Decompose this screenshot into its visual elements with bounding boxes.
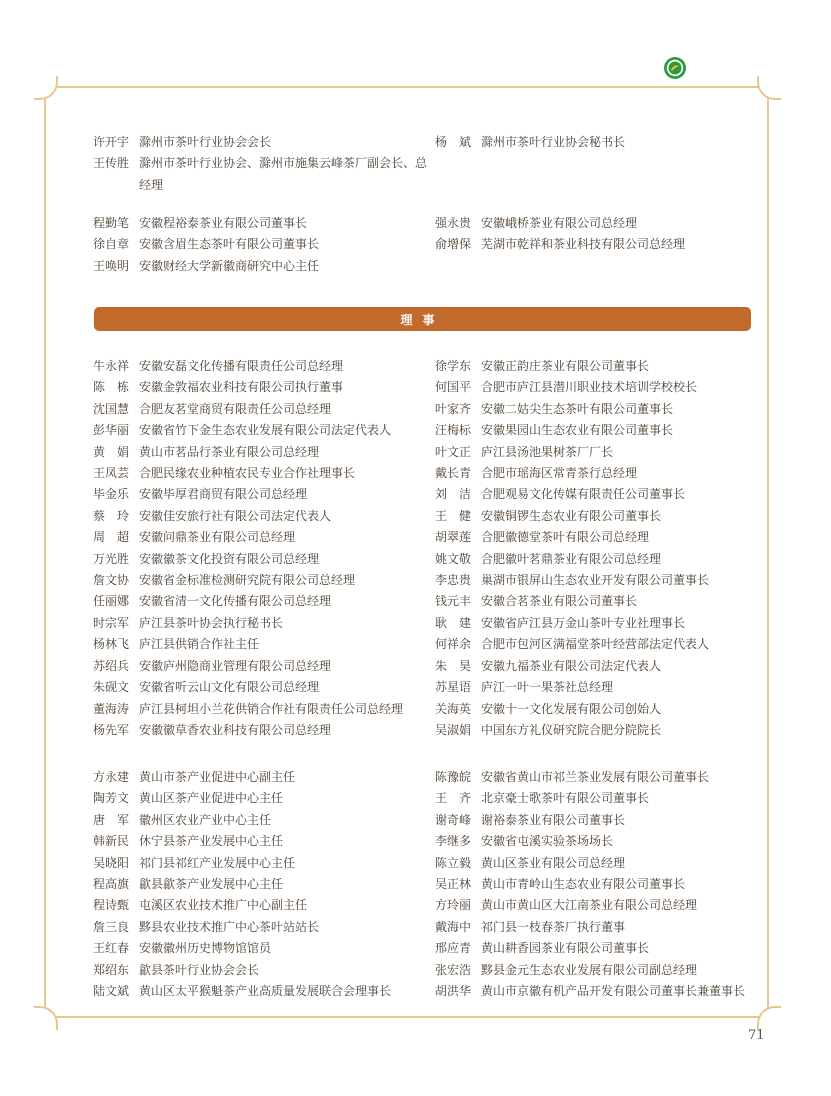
member-name: 黄 娟 (93, 444, 130, 459)
list-item (93, 591, 428, 612)
member-title: 安徽佳安旅行社有限公司法定代表人 (139, 508, 332, 523)
member-name: 吴正林 (435, 877, 472, 892)
huangshan-left-list (93, 767, 428, 1002)
list-item (93, 377, 428, 398)
member-name: 杨 斌 (435, 135, 472, 149)
member-name: 苏星语 (435, 680, 472, 695)
member-name: 叶家齐 (435, 401, 472, 416)
member-name: 彭华丽 (93, 423, 130, 438)
list-item (93, 981, 428, 1002)
member-name: 邢应青 (435, 941, 472, 956)
member-name: 叶文正 (435, 444, 472, 459)
list-item (93, 132, 428, 153)
member-name: 谢奇峰 (435, 812, 472, 827)
member-title: 安徽徽州历史博物馆馆员 (139, 941, 272, 956)
list-item (93, 656, 428, 677)
member-title: 祁门县一枝春茶厂执行董事 (481, 919, 626, 934)
list-item (435, 634, 760, 655)
list-item (435, 506, 760, 527)
member-title: 黄山区太平猴魁茶产业高质量发展联合会理事长 (139, 984, 392, 999)
member-name: 周 超 (93, 530, 130, 545)
list-item (435, 917, 760, 938)
mid-right-list (435, 213, 760, 256)
member-title: 安徽庐州隐商业管理有限公司总经理 (139, 658, 332, 673)
list-item (435, 527, 760, 548)
member-title: 安徽省清一文化传播有限公司总经理 (139, 594, 332, 609)
member-name: 唐 军 (93, 812, 130, 827)
page-number: 71 (748, 1028, 765, 1043)
member-name: 万光胜 (93, 551, 130, 566)
member-title: 安徽正韵庄茶业有限公司董事长 (481, 359, 650, 373)
list-item (93, 420, 428, 441)
member-name: 李继多 (435, 834, 472, 849)
member-name: 强永贵 (435, 216, 472, 230)
member-title: 黄山区茶业有限公司总经理 (481, 855, 626, 870)
member-name: 苏绍兵 (93, 658, 130, 673)
member-title: 黄山区茶产业促进中心主任 (139, 791, 284, 806)
member-title: 庐江一叶一果茶社总经理 (481, 680, 614, 695)
member-name: 詹三良 (93, 919, 130, 934)
member-name: 牛永祥 (93, 359, 130, 373)
member-title: 安徽峨桥茶业有限公司总经理 (481, 216, 638, 230)
member-title: 安徽毕厚君商贸有限公司总经理 (139, 487, 308, 502)
member-name: 朱 昊 (435, 658, 472, 673)
member-title: 安徽含眉生态茶叶有限公司董事长 (139, 237, 320, 252)
member-name: 王 齐 (435, 791, 472, 806)
member-title: 北京豪士歌茶叶有限公司董事长 (481, 791, 650, 806)
member-title: 庐江县茶叶协会执行秘书长 (139, 615, 284, 630)
member-title: 安徽省听云山文化有限公司总经理 (139, 680, 320, 695)
member-name: 陈 栋 (93, 380, 130, 395)
member-title: 屯溪区农业技术推广中心副主任 (139, 898, 308, 913)
list-item (435, 549, 760, 570)
list-item (93, 234, 428, 255)
member-title: 滁州市茶叶行业协会会长 (139, 135, 272, 149)
member-title: 庐江县供销合作社主任 (139, 637, 260, 652)
member-name: 关海英 (435, 701, 472, 716)
list-item (435, 213, 760, 234)
member-title: 安徽十一文化发展有限公司创始人 (481, 701, 662, 716)
list-item (93, 720, 428, 741)
member-title: 黟县农业技术推广中心茶叶站站长 (139, 919, 320, 934)
member-title: 黟县金元生态农业发展有限公司副总经理 (481, 962, 698, 977)
list-item (93, 484, 428, 505)
member-title: 黄山市京徽有机产品开发有限公司董事长兼董事长 (481, 984, 746, 999)
member-name: 吴淑娟 (435, 722, 472, 737)
list-item (93, 677, 428, 698)
member-name: 戴长青 (435, 466, 472, 481)
list-item (93, 895, 428, 916)
member-name: 方永建 (93, 770, 130, 784)
member-title: 安徽安磊文化传播有限责任公司总经理 (139, 359, 344, 373)
member-name: 刘 洁 (435, 487, 472, 502)
top-right-list (435, 132, 760, 153)
member-name: 徐学东 (435, 359, 472, 373)
list-item (93, 527, 428, 548)
member-title: 安徽财经大学新徽商研究中心主任 (139, 258, 320, 273)
member-name: 陆文斌 (93, 984, 130, 999)
member-name: 胡翠莲 (435, 530, 472, 545)
member-title: 合肥市庐江县潜川职业技术培训学校校长 (481, 380, 698, 395)
member-name: 张宏浩 (435, 962, 472, 977)
member-title: 合肥观易文化传媒有限责任公司董事长 (481, 487, 686, 502)
list-item (93, 570, 428, 591)
list-item (435, 442, 760, 463)
member-title: 黄山市茶产业促进中心副主任 (139, 770, 296, 784)
list-item (435, 720, 760, 741)
member-name: 蔡 玲 (93, 508, 130, 523)
list-item (435, 570, 760, 591)
member-name: 郑绍东 (93, 962, 130, 977)
member-title: 安徽徽草香农业科技有限公司总经理 (139, 722, 332, 737)
list-item (93, 153, 428, 196)
member-title: 安徽徽茶文化投资有限公司总经理 (139, 551, 320, 566)
list-item (435, 960, 760, 981)
list-item (435, 591, 760, 612)
member-title: 安徽金敦福农业科技有限公司执行董事 (139, 380, 344, 395)
list-item (435, 810, 760, 831)
member-name: 韩新民 (93, 834, 130, 849)
member-title: 安徽九福茶业有限公司法定代表人 (481, 658, 662, 673)
member-name: 姚文敬 (435, 551, 472, 566)
member-name: 程诗甄 (93, 898, 130, 913)
top-left-list (93, 132, 428, 196)
list-item (435, 895, 760, 916)
huangshan-right-list (435, 767, 760, 1002)
member-name: 王 健 (435, 508, 472, 523)
list-item (93, 463, 428, 484)
list-item (435, 132, 760, 153)
list-item (93, 634, 428, 655)
list-item (435, 788, 760, 809)
list-item (93, 767, 428, 788)
list-item (93, 831, 428, 852)
list-item (435, 613, 760, 634)
list-item (435, 234, 760, 255)
member-title: 黄山市茗品行茶业有限公司总经理 (139, 444, 320, 459)
member-title: 安徽省竹下金生态农业发展有限公司法定代表人 (139, 423, 392, 438)
member-title: 安徽省金标准检测研究院有限公司总经理 (139, 573, 356, 588)
member-name: 耿 建 (435, 615, 472, 630)
member-name: 陈豫皖 (435, 770, 472, 784)
member-name: 王红春 (93, 941, 130, 956)
member-name: 毕金乐 (93, 487, 130, 502)
member-name: 戴海中 (435, 919, 472, 934)
member-title: 歙县歙茶产业发展中心主任 (139, 877, 284, 892)
member-name: 陈立毅 (435, 855, 472, 870)
list-item (93, 213, 428, 234)
list-item (93, 853, 428, 874)
member-title: 黄山市青岭山生态农业有限公司董事长 (481, 877, 686, 892)
list-item (435, 831, 760, 852)
member-name: 任丽娜 (93, 594, 130, 609)
mid-left-list (93, 213, 428, 277)
member-title: 滁州市茶叶行业协会秘书长 (481, 135, 626, 149)
member-name: 杨林飞 (93, 637, 130, 652)
member-title: 安徽二姑尖生态茶叶有限公司董事长 (481, 401, 674, 416)
section-banner-directors (94, 307, 751, 331)
member-name: 钱元丰 (435, 594, 472, 609)
member-title: 徽州区农业产业中心主任 (139, 812, 272, 827)
member-title: 合肥市包河区满福堂茶叶经营部法定代表人 (481, 637, 710, 652)
member-name: 李忠贵 (435, 573, 472, 588)
list-item (93, 810, 428, 831)
member-name: 汪梅标 (435, 423, 472, 438)
member-title: 中国东方礼仪研究院合肥分院院长 (481, 722, 662, 737)
member-name: 吴晓阳 (93, 855, 130, 870)
member-title: 安徽问鼎茶业有限公司总经理 (139, 530, 296, 545)
member-name: 沈国慧 (93, 401, 130, 416)
list-item (435, 656, 760, 677)
member-name: 程勤笔 (93, 216, 130, 230)
list-item (93, 874, 428, 895)
member-name: 何国平 (435, 380, 472, 395)
list-item (93, 960, 428, 981)
list-item (435, 874, 760, 895)
list-item (435, 484, 760, 505)
member-title: 歙县茶叶行业协会会长 (139, 962, 260, 977)
member-name: 胡洪华 (435, 984, 472, 999)
list-item (93, 549, 428, 570)
member-title: 安徽省庐江县万金山茶叶专业社理事长 (481, 615, 686, 630)
member-name: 俞增保 (435, 237, 472, 252)
list-item (435, 853, 760, 874)
member-title: 合肥市瑶海区常青茶行总经理 (481, 466, 638, 481)
member-name: 董海涛 (93, 701, 130, 716)
list-item (435, 356, 760, 377)
list-item (93, 938, 428, 959)
member-name: 詹文协 (93, 573, 130, 588)
member-title: 黄山耕香园茶业有限公司董事长 (481, 941, 650, 956)
association-logo-icon (663, 56, 687, 80)
member-title: 合肥民缘农业种植农民专业合作社理事长 (139, 466, 356, 481)
member-name: 时宗军 (93, 615, 130, 630)
list-item (435, 981, 760, 1002)
member-title: 谢裕泰茶业有限公司董事长 (481, 812, 626, 827)
member-name: 王传胜 (93, 156, 130, 171)
member-name: 朱砚文 (93, 680, 130, 695)
member-title: 滁州市茶叶行业协会、滁州市施集云峰茶厂副会长、总经理 (139, 156, 428, 192)
list-item (435, 463, 760, 484)
member-title: 安徽省屯溪实验茶场场长 (481, 834, 614, 849)
list-item (435, 938, 760, 959)
list-item (93, 613, 428, 634)
list-item (435, 677, 760, 698)
member-title: 芜湖市乾祥和茶业科技有限公司总经理 (481, 237, 686, 252)
list-item (93, 442, 428, 463)
member-title: 巢湖市银屏山生态农业开发有限公司董事长 (481, 573, 710, 588)
list-item (93, 506, 428, 527)
member-title: 合肥徽叶茗鼎茶业有限公司总经理 (481, 551, 662, 566)
directors-left-list (93, 356, 428, 741)
member-title: 安徽果园山生态农业有限公司董事长 (481, 423, 674, 438)
member-title: 安徽省黄山市祁兰茶业发展有限公司董事长 (481, 770, 710, 784)
member-title: 庐江县柯坦小兰花供销合作社有限责任公司总经理 (139, 701, 404, 716)
member-name: 杨先军 (93, 722, 130, 737)
member-name: 徐自章 (93, 237, 130, 252)
list-item (93, 917, 428, 938)
list-item (93, 699, 428, 720)
list-item (435, 767, 760, 788)
member-name: 王凤芸 (93, 466, 130, 481)
directors-right-list (435, 356, 760, 741)
member-name: 程高旗 (93, 877, 130, 892)
member-name: 许开宇 (93, 135, 130, 149)
list-item (93, 788, 428, 809)
member-title: 安徽铜锣生态农业有限公司董事长 (481, 508, 662, 523)
list-item (93, 256, 428, 277)
member-title: 合肥友茗堂商贸有限责任公司总经理 (139, 401, 332, 416)
member-name: 王唤明 (93, 258, 130, 273)
list-item (435, 699, 760, 720)
member-name: 何祥余 (435, 637, 472, 652)
list-item (93, 356, 428, 377)
member-title: 合肥徽德堂茶叶有限公司总经理 (481, 530, 650, 545)
banner-label: 理事 (400, 312, 445, 327)
list-item (435, 399, 760, 420)
list-item (435, 420, 760, 441)
member-title: 安徽程裕泰茶业有限公司董事长 (139, 216, 308, 230)
member-title: 安徽合茗茶业有限公司董事长 (481, 594, 638, 609)
member-title: 祁门县祁红产业发展中心主任 (139, 855, 296, 870)
member-title: 黄山市黄山区大江南茶业有限公司总经理 (481, 898, 698, 913)
member-title: 休宁县茶产业发展中心主任 (139, 834, 284, 849)
member-name: 陶芳文 (93, 791, 130, 806)
member-name: 方玲丽 (435, 898, 472, 913)
member-title: 庐江县汤池果树茶厂厂长 (481, 444, 614, 459)
list-item (93, 399, 428, 420)
list-item (435, 377, 760, 398)
